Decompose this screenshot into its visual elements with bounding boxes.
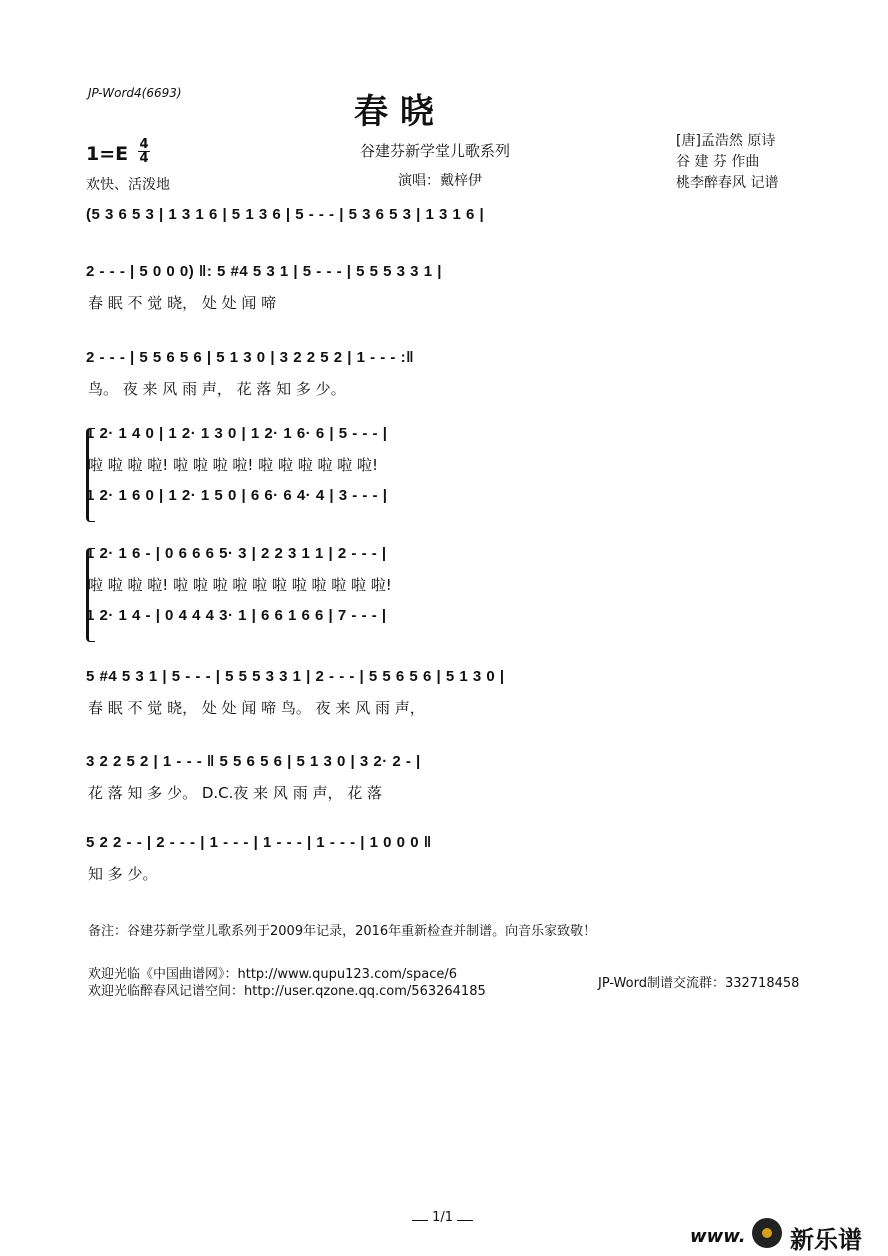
page-title: 春 晓 xyxy=(354,92,434,132)
vinyl-icon xyxy=(752,1218,782,1248)
score-line-2-lyrics: 春 眠 不 觉 晓， 处 处 闻 啼 xyxy=(88,294,277,312)
score-line-3-lyrics: 鸟。 夜 来 风 雨 声， 花 落 知 多 少。 xyxy=(88,380,346,398)
score-line-8-notes: 5 #4 5 3 1 | 5 - - - | 5 5 5 3 3 1 | 2 - - - | 5 5 6 5 6 | 5 1 3 0 | xyxy=(86,668,505,685)
score-line-9-notes: 3 2 2 5 2 | 1 - - - ‖ 5 5 6 5 6 | 5 1 3 0 | 3 2· 2 - | xyxy=(86,753,421,770)
credit-composer: 谷 建 芬 作曲 xyxy=(676,154,760,170)
score-line-4-notes: 1 2· 1 4 0 | 1 2· 1 3 0 | 1 2· 1 6· 6 | 5 - - - | xyxy=(86,425,388,442)
system-bracket-2 xyxy=(86,548,95,642)
singer: 演唱：戴梓伊 xyxy=(398,173,482,189)
score-line-2-notes: 2 - - - | 5 0 0 0) ‖: 5 #4 5 3 1 | 5 - - - | 5 5 5 3 3 1 | xyxy=(86,263,442,280)
score-line-3-notes: 2 - - - | 5 5 6 5 6 | 5 1 3 0 | 3 2 2 5 2 | 1 - - - :‖ xyxy=(86,349,415,366)
watermark-brand: 新乐谱 xyxy=(790,1226,862,1254)
credit-poet: [唐]孟浩然 原诗 xyxy=(676,133,776,149)
score-line-10-notes: 5 2 2 - - | 2 - - - | 1 - - - | 1 - - - | 1 - - - | 1 0 0 0 ‖ xyxy=(86,834,432,851)
score-line-6-lyrics: 啦 啦 啦 啦! 啦 啦 啦 啦 啦 啦 啦 啦 啦 啦 啦! xyxy=(88,576,392,594)
page-number-text: 1/1 xyxy=(432,1210,454,1225)
score-line-7-notes: 1 2· 1 4 - | 0 4 4 4 3· 1 | 6 6 1 6 6 | 7 - - - | xyxy=(86,607,387,624)
group-info: JP-Word制谱交流群：332718458 xyxy=(598,976,800,991)
score-line-1-notes: (5 3 6 5 3 | 1 3 1 6 | 5 1 3 6 | 5 - - - | 5 3 6 5 3 | 1 3 1 6 | xyxy=(86,206,485,223)
score-line-10-lyrics: 知 多 少。 xyxy=(88,865,158,883)
system-bracket-1 xyxy=(86,428,95,522)
time-sig-bottom: 4 xyxy=(139,151,149,166)
page-number xyxy=(412,1210,473,1225)
score-line-6-notes: 1 2· 1 6 - | 0 6 6 6 5· 3 | 2 2 3 1 1 | 2 - - - | xyxy=(86,545,387,562)
key-signature: 1=E xyxy=(86,143,129,165)
time-sig-top: 4 xyxy=(139,137,149,152)
software-id: JP-Word4(6693) xyxy=(88,86,182,100)
time-signature xyxy=(138,138,150,165)
credit-transcriber: 桃李醉春风 记谱 xyxy=(676,175,779,191)
score-line-9-lyrics: 花 落 知 多 少。 D.C.夜 来 风 雨 声， 花 落 xyxy=(88,784,383,802)
series-name: 谷建芬新学堂儿歌系列 xyxy=(360,142,511,160)
score-line-4-lyrics: 啦 啦 啦 啦! 啦 啦 啦 啦! 啦 啦 啦 啦 啦 啦! xyxy=(88,456,379,474)
link-qupu[interactable]: 欢迎光临《中国曲谱网》：http://www.qupu123.com/space/6 xyxy=(88,967,458,982)
score-line-5-notes: 1 2· 1 6 0 | 1 2· 1 5 0 | 6 6· 6 4· 4 | 3 - - - | xyxy=(86,487,388,504)
remarks: 备注：谷建芬新学堂儿歌系列于2009年记录，2016年重新检查并制谱。向音乐家致敬！ xyxy=(88,924,597,939)
link-qzone[interactable]: 欢迎光临醉春风记谱空间：http://user.qzone.qq.com/563264185 xyxy=(88,984,486,999)
tempo-marking: 欢快、活泼地 xyxy=(86,177,170,193)
score-line-8-lyrics: 春 眠 不 觉 晓， 处 处 闻 啼 鸟。 夜 来 风 雨 声， xyxy=(88,699,425,717)
watermark-url: www. xyxy=(690,1226,746,1247)
